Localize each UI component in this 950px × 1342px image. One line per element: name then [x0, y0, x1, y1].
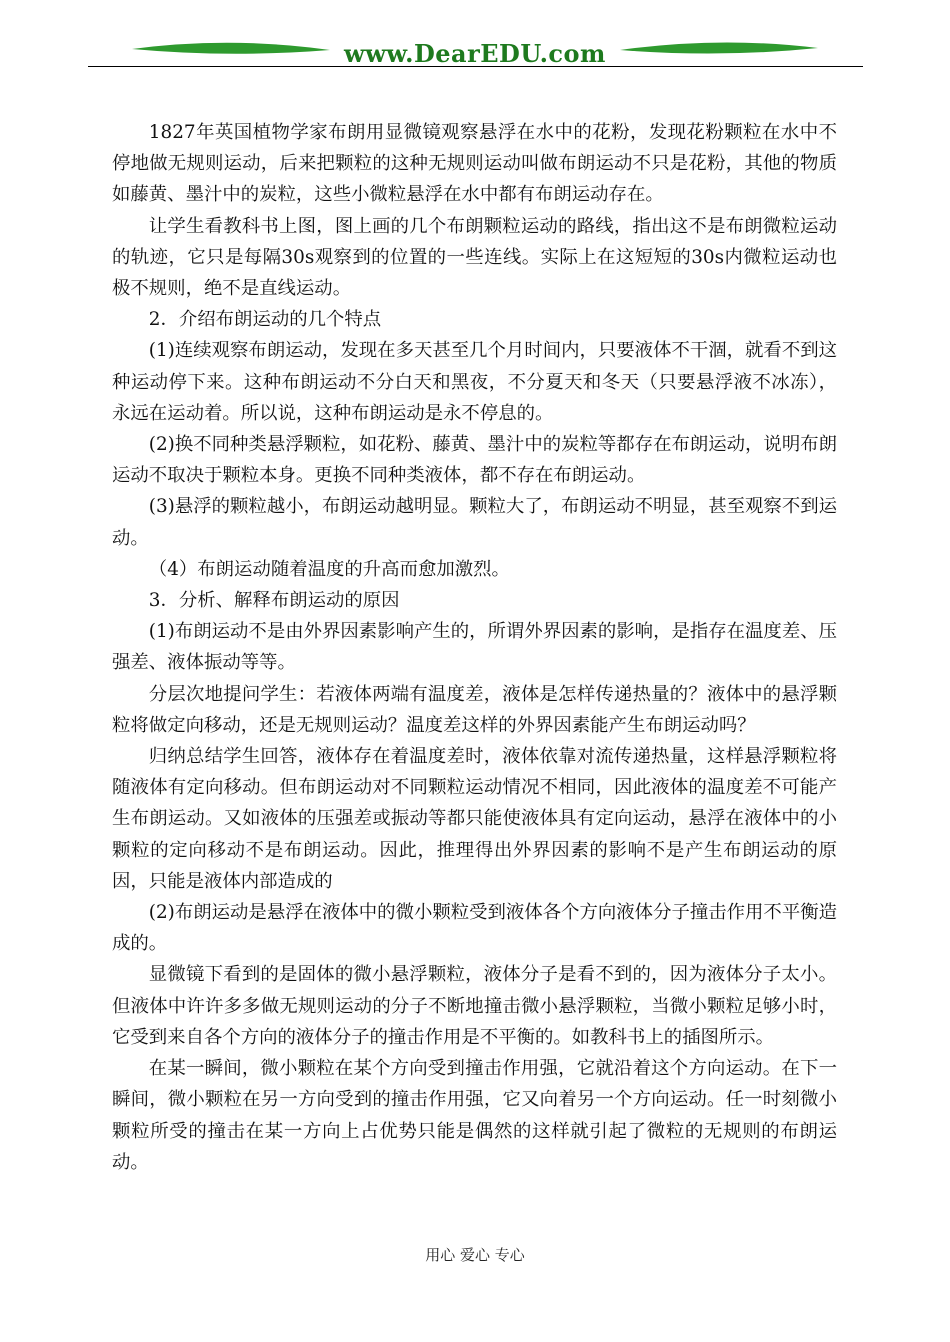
- section-heading: 2．介绍布朗运动的几个特点: [148, 309, 382, 331]
- paragraph: (2)换不同种类悬浮颗粒，如花粉、藤黄、墨汁中的炭粒等都存在布朗运动，说明布朗运动不取决于颗粒本身。更换不同种类液体，都不存在布朗运动。: [112, 434, 837, 487]
- paragraph: (3)悬浮的颗粒越小，布朗运动越明显。颗粒大了，布朗运动不明显，甚至观察不到运动。: [112, 496, 837, 549]
- site-logo: www.DearEDU.com: [344, 39, 606, 68]
- section-heading: 3．分析、解释布朗运动的原因: [148, 590, 400, 612]
- paragraph: 1827年英国植物学家布朗用显微镜观察悬浮在水中的花粉，发现花粉颗粒在水中不停地做无规则运动，后来把颗粒的这种无规则运动叫做布朗运动不只是花粉，其他的物质如藤黄、墨汁中的炭粒，这些小微粒悬浮在水中都有布朗运动存在。: [112, 122, 837, 206]
- right-leaf-swoosh: [620, 42, 818, 53]
- paragraph: (1)布朗运动不是由外界因素影响产生的，所谓外界因素的影响，是指存在温度差、压强差、液体振动等等。: [112, 621, 837, 674]
- paragraph: 分层次地提问学生：若液体两端有温度差，液体是怎样传递热量的？液体中的悬浮颗粒将做定向移动，还是无规则运动？温度差这样的外界因素能产生布朗运动吗？: [112, 683, 837, 736]
- document-body: [112, 117, 837, 1178]
- paragraph: 归纳总结学生回答，液体存在着温度差时，液体依靠对流传递热量，这样悬浮颗粒将随液体有定向移动。但布朗运动对不同颗粒运动情况不相同，因此液体的温度差不可能产生布朗运动。又如液体的压强差或振动等都只能使液体具有定向运动，悬浮在液体中的小颗粒的定向移动不是布朗运动。因此，推理得出外界因素的影响不是产生布朗运动的原因，只能是液体内部造成的: [112, 746, 837, 892]
- left-leaf-swoosh: [132, 43, 330, 54]
- paragraph: 在某一瞬间，微小颗粒在某个方向受到撞击作用强，它就沿着这个方向运动。在下一瞬间，微小颗粒在另一方向受到的撞击作用强，它又向着另一个方向运动。任一时刻微小颗粒所受的撞击在某一方向上占优势只能是偶然的这样就引起了微粒的无规则的布朗运动。: [112, 1058, 837, 1173]
- header-rule: [88, 66, 863, 67]
- paragraph: （4）布朗运动随着温度的升高而愈加激烈。: [148, 558, 510, 580]
- page-header: [0, 0, 950, 80]
- paragraph: (2)布朗运动是悬浮在液体中的微小颗粒受到液体各个方向液体分子撞击作用不平衡造成的。: [112, 902, 837, 955]
- paragraph: (1)连续观察布朗运动，发现在多天甚至几个月时间内，只要液体不干涸，就看不到这种运动停下来。这种布朗运动不分白天和黑夜，不分夏天和冬天（只要悬浮液不冰冻），永远在运动着。所以说，这种布朗运动是永不停息的。: [112, 340, 837, 424]
- paragraph: 显微镜下看到的是固体的微小悬浮颗粒，液体分子是看不到的，因为液体分子太小。但液体中许许多多做无规则运动的分子不断地撞击微小悬浮颗粒，当微小颗粒足够小时，它受到来自各个方向的液体分子的撞击作用是不平衡的。如教科书上的插图所示。: [112, 964, 837, 1048]
- paragraph: 让学生看教科书上图，图上画的几个布朗颗粒运动的路线，指出这不是布朗微粒运动的轨迹，它只是每隔30s观察到的位置的一些连线。实际上在这短短的30s内微粒运动也极不规则，绝不是直线运动。: [112, 215, 837, 300]
- page-footer: 用心 爱心 专心: [425, 1246, 525, 1264]
